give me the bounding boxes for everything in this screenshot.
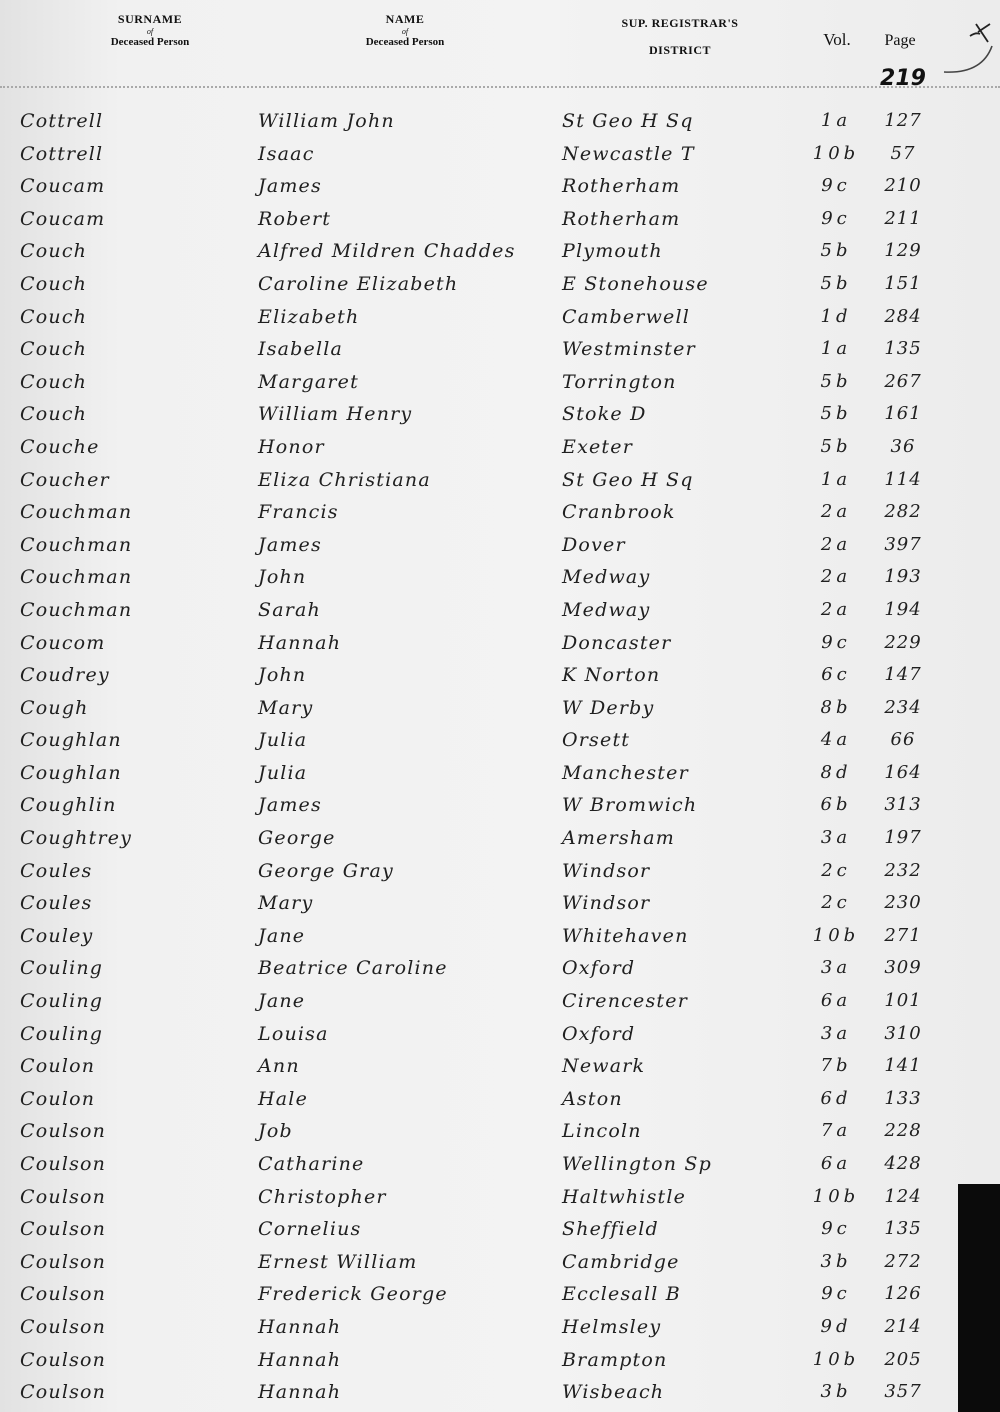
page-cell: 309: [884, 957, 922, 979]
vol-cell: 9c: [821, 207, 851, 229]
district-cell: Rotherham: [562, 207, 681, 230]
vol-cell: 2c: [821, 859, 851, 881]
district-cell: Wellington Sp: [562, 1153, 712, 1175]
district-cell: Exeter: [562, 435, 633, 458]
district-cell: St Geo H Sq: [562, 110, 694, 132]
page-cell: 161: [884, 403, 922, 425]
surname-cell: Coulson: [20, 1315, 107, 1338]
surname-cell: Coughlin: [20, 794, 117, 817]
page-cell: 57: [890, 142, 916, 164]
page-number: 219: [880, 66, 926, 91]
district-cell: W Derby: [562, 696, 655, 719]
page-cell: 151: [884, 272, 922, 294]
name-cell: Hale: [258, 1087, 309, 1110]
name-cell: John: [258, 664, 307, 687]
district-cell: Doncaster: [562, 631, 672, 654]
surname-cell: Coulson: [20, 1348, 107, 1371]
district-cell: Stoke D: [562, 403, 647, 426]
page-cell: 133: [884, 1087, 922, 1109]
header-divider: [0, 86, 1000, 88]
page-cell: 211: [884, 207, 922, 229]
table-row: [0, 497, 1000, 530]
name-cell: John: [258, 566, 307, 589]
name-cell: Ernest William: [258, 1250, 418, 1273]
name-cell: Hannah: [258, 1315, 342, 1338]
district-cell: Rotherham: [562, 175, 681, 198]
table-row: [0, 1377, 1000, 1410]
table-row: [0, 334, 1000, 367]
district-cell: Helmsley: [562, 1315, 662, 1338]
page-cell: 271: [884, 924, 922, 946]
surname-cell: Couch: [20, 272, 88, 295]
table-row: [0, 139, 1000, 172]
table-row: [0, 725, 1000, 758]
district-cell: Medway: [562, 566, 651, 589]
table-row: [0, 823, 1000, 856]
surname-cell: Coughlan: [20, 729, 122, 752]
table-row: [0, 432, 1000, 465]
page-cell: 205: [884, 1348, 922, 1370]
corner-pencil-mark: [930, 12, 1000, 78]
district-cell: Medway: [562, 598, 651, 621]
page-cell: 124: [884, 1185, 922, 1207]
district-cell: Brampton: [562, 1348, 668, 1371]
district-cell: E Stonehouse: [562, 272, 709, 295]
page-cell: 230: [884, 892, 922, 914]
name-cell: Robert: [258, 207, 332, 230]
district-cell: Manchester: [562, 761, 689, 784]
surname-cell: Coulon: [20, 1087, 96, 1110]
name-cell: Alfred Mildren Chaddes: [258, 240, 516, 263]
table-row: [0, 204, 1000, 237]
surname-cell: Coulson: [20, 1185, 107, 1208]
entries-list: [0, 106, 1000, 1410]
page-cell: 194: [884, 598, 922, 620]
name-cell: Margaret: [258, 370, 359, 393]
table-row: [0, 367, 1000, 400]
page-cell: 232: [884, 859, 922, 881]
table-row: [0, 530, 1000, 563]
name-cell: James: [258, 175, 322, 198]
name-cell: Beatrice Caroline: [258, 957, 448, 980]
district-cell: Cambridge: [562, 1250, 680, 1273]
district-cell: Newark: [562, 1055, 646, 1078]
name-cell: Sarah: [258, 598, 321, 621]
table-row: [0, 1116, 1000, 1149]
table-row: [0, 693, 1000, 726]
name-cell: Isaac: [258, 142, 315, 165]
page-cell: 135: [884, 1218, 922, 1240]
surname-header-of: of: [146, 27, 154, 36]
page-cell: 129: [884, 240, 922, 262]
name-cell: Jane: [258, 924, 306, 947]
vol-cell: 5b: [820, 240, 852, 262]
name-cell: Elizabeth: [258, 305, 360, 328]
surname-header-subtitle: Deceased Person: [110, 36, 190, 48]
vol-cell: 9c: [821, 1218, 851, 1240]
surname-cell: Couchman: [20, 598, 133, 621]
vol-cell: 2a: [820, 501, 852, 523]
name-header-of: of: [401, 27, 409, 36]
district-cell: K Norton: [562, 664, 661, 687]
surname-cell: Couch: [20, 370, 88, 393]
table-row: [0, 562, 1000, 595]
vol-cell: 5b: [820, 370, 852, 392]
page-cell: 282: [884, 501, 922, 523]
vol-cell: 3a: [820, 957, 852, 979]
surname-cell: Coucam: [20, 207, 106, 230]
name-header-title: NAME: [385, 12, 425, 26]
vol-cell: 8d: [820, 761, 852, 783]
vol-cell: 5b: [820, 272, 852, 294]
table-row: [0, 628, 1000, 661]
district-cell: Aston: [562, 1087, 623, 1110]
name-cell: George Gray: [258, 859, 394, 882]
name-cell: Catharine: [258, 1153, 365, 1175]
vol-cell: 2a: [820, 598, 852, 620]
surname-cell: Couch: [20, 338, 88, 361]
vol-cell: 2a: [820, 566, 852, 588]
district-cell: Amersham: [562, 827, 675, 850]
name-cell: Ann: [258, 1055, 300, 1078]
district-cell: Windsor: [562, 892, 651, 915]
table-row: [0, 1279, 1000, 1312]
vol-cell: 1a: [820, 338, 852, 360]
table-row: [0, 465, 1000, 498]
name-cell: William Henry: [258, 403, 413, 426]
page-cell: 164: [884, 761, 922, 783]
table-row: [0, 106, 1000, 139]
vol-cell: 6d: [820, 1087, 852, 1109]
surname-column-header: [60, 12, 240, 48]
table-row: [0, 1051, 1000, 1084]
surname-cell: Coulson: [20, 1218, 107, 1241]
district-header-title: SUP. REGISTRAR'S: [621, 16, 739, 30]
table-row: [0, 171, 1000, 204]
district-header-subtitle: DISTRICT: [648, 43, 712, 57]
vol-cell: 4a: [820, 729, 852, 751]
page-cell: 428: [884, 1153, 922, 1174]
district-cell: Newcastle T: [562, 142, 695, 165]
vol-cell: 9c: [821, 175, 851, 197]
vol-cell: 1d: [820, 305, 852, 327]
vol-cell: 10b: [812, 1348, 860, 1370]
table-row: [0, 399, 1000, 432]
page-cell: 214: [884, 1315, 922, 1337]
vol-cell: 3b: [820, 1250, 852, 1272]
surname-header-title: SURNAME: [117, 12, 183, 26]
district-cell: Camberwell: [562, 305, 691, 328]
table-row: [0, 758, 1000, 791]
vol-cell: 2a: [820, 533, 852, 555]
page-cell: 210: [884, 175, 922, 197]
vol-cell: 6b: [820, 794, 852, 816]
vol-cell: 5b: [820, 435, 852, 457]
vol-cell: 7b: [820, 1055, 852, 1077]
page-cell: 234: [884, 696, 922, 718]
name-cell: Mary: [258, 892, 314, 915]
table-row: [0, 856, 1000, 889]
surname-cell: Coulson: [20, 1120, 107, 1143]
page-column-header: Page: [884, 32, 916, 49]
vol-cell: 2c: [821, 892, 851, 914]
vol-cell: 6a: [820, 990, 852, 1012]
page-cell: 127: [884, 110, 922, 131]
district-cell: Orsett: [562, 729, 631, 752]
name-cell: Jane: [258, 990, 306, 1013]
page-cell: 267: [884, 370, 922, 392]
name-cell: Louisa: [258, 1022, 329, 1045]
surname-cell: Coulson: [20, 1283, 107, 1306]
surname-cell: Couche: [20, 435, 100, 458]
page-cell: 101: [884, 990, 922, 1012]
vol-cell: 7a: [820, 1120, 852, 1142]
surname-cell: Coughlan: [20, 761, 122, 784]
table-row: [0, 888, 1000, 921]
name-cell: James: [258, 533, 322, 556]
surname-cell: Couchman: [20, 566, 133, 589]
table-row: [0, 921, 1000, 954]
surname-cell: Coucom: [20, 631, 106, 654]
surname-cell: Coucam: [20, 175, 106, 198]
surname-cell: Coulson: [20, 1153, 107, 1175]
name-cell: Honor: [258, 435, 325, 458]
surname-cell: Coulson: [20, 1381, 107, 1404]
district-cell: Haltwhistle: [562, 1185, 687, 1208]
surname-cell: Couch: [20, 403, 88, 426]
vol-cell: 10b: [812, 924, 860, 946]
district-cell: Dover: [562, 533, 626, 556]
vol-cell: 8b: [820, 696, 852, 718]
name-cell: Francis: [258, 501, 339, 524]
table-row: [0, 269, 1000, 302]
name-header-subtitle: Deceased Person: [365, 36, 445, 48]
page-cell: 228: [884, 1120, 922, 1142]
district-cell: Lincoln: [562, 1120, 642, 1143]
surname-cell: Coudrey: [20, 664, 110, 687]
name-cell: Caroline Elizabeth: [258, 272, 459, 295]
surname-cell: Cottrell: [20, 142, 104, 165]
name-cell: Mary: [258, 696, 314, 719]
district-cell: W Bromwich: [562, 794, 698, 817]
vol-cell: 10b: [812, 142, 860, 164]
name-cell: James: [258, 794, 322, 817]
name-cell: George: [258, 827, 336, 850]
name-cell: Frederick George: [258, 1283, 448, 1306]
name-cell: Julia: [258, 729, 308, 752]
surname-cell: Couchman: [20, 533, 133, 556]
name-cell: Job: [258, 1120, 293, 1143]
page-cell: 197: [884, 827, 922, 849]
table-row: [0, 1312, 1000, 1345]
page-cell: 284: [884, 305, 922, 327]
surname-cell: Coules: [20, 892, 93, 915]
surname-cell: Coughtrey: [20, 827, 133, 850]
name-column-header: [320, 12, 490, 48]
vol-cell: 3a: [820, 1022, 852, 1044]
surname-cell: Couling: [20, 957, 104, 980]
district-cell: Windsor: [562, 859, 651, 882]
vol-cell: 6a: [820, 1153, 852, 1174]
page-cell: 357: [884, 1381, 922, 1403]
surname-cell: Coulson: [20, 1250, 107, 1273]
table-row: [0, 790, 1000, 823]
surname-cell: Couch: [20, 240, 88, 263]
table-row: [0, 302, 1000, 335]
surname-cell: Couley: [20, 924, 94, 947]
name-cell: Cornelius: [258, 1218, 362, 1241]
district-cell: Cranbrook: [562, 501, 676, 524]
vol-cell: 9d: [820, 1315, 852, 1337]
district-cell: St Geo H Sq: [562, 468, 694, 491]
surname-cell: Coules: [20, 859, 93, 882]
name-cell: Julia: [258, 761, 308, 784]
name-cell: Hannah: [258, 631, 342, 654]
surname-cell: Couling: [20, 1022, 104, 1045]
page-cell: 141: [884, 1055, 922, 1077]
surname-cell: Couchman: [20, 501, 133, 524]
page-cell: 126: [884, 1283, 922, 1305]
surname-cell: Cottrell: [20, 110, 104, 132]
page-cell: 36: [890, 435, 916, 457]
name-cell: Eliza Christiana: [258, 468, 431, 491]
table-row: [0, 595, 1000, 628]
vol-cell: 3b: [820, 1381, 852, 1403]
table-row: [0, 986, 1000, 1019]
page-cell: 313: [884, 794, 922, 816]
district-cell: Sheffield: [562, 1218, 659, 1241]
table-row: [0, 1019, 1000, 1052]
table-row: [0, 1084, 1000, 1117]
district-cell: Wisbeach: [562, 1381, 665, 1404]
page-edge-tab: [958, 1184, 1000, 1412]
vol-cell: 10b: [812, 1185, 860, 1207]
name-cell: Hannah: [258, 1348, 342, 1371]
vol-cell: 9c: [821, 1283, 851, 1305]
district-cell: Oxford: [562, 1022, 636, 1045]
district-cell: Oxford: [562, 957, 636, 980]
table-row: [0, 1149, 1000, 1182]
district-cell: Plymouth: [562, 240, 663, 263]
table-row: [0, 1214, 1000, 1247]
district-cell: Cirencester: [562, 990, 688, 1013]
surname-cell: Couch: [20, 305, 88, 328]
vol-cell: 6c: [821, 664, 851, 686]
vol-cell: 3a: [820, 827, 852, 849]
page-cell: 135: [884, 338, 922, 360]
surname-cell: Coulon: [20, 1055, 96, 1078]
surname-cell: Couling: [20, 990, 104, 1013]
page-cell: 272: [884, 1250, 922, 1272]
table-row: [0, 953, 1000, 986]
table-row: [0, 1345, 1000, 1378]
page-cell: 147: [884, 664, 922, 686]
table-row: [0, 660, 1000, 693]
name-cell: William John: [258, 110, 395, 132]
name-cell: Christopher: [258, 1185, 387, 1208]
vol-cell: 1a: [820, 468, 852, 490]
page-cell: 66: [890, 729, 916, 751]
table-row: [0, 236, 1000, 269]
vol-column-header: Vol.: [823, 30, 851, 49]
district-column-header: [600, 16, 760, 58]
page-cell: 193: [884, 566, 922, 588]
district-cell: Whitehaven: [562, 924, 689, 947]
district-cell: Ecclesall B: [562, 1283, 681, 1306]
district-cell: Westminster: [562, 338, 696, 361]
surname-cell: Cough: [20, 696, 89, 719]
name-cell: Hannah: [258, 1381, 342, 1404]
vol-cell: 1a: [820, 110, 852, 131]
vol-cell: 5b: [820, 403, 852, 425]
page-cell: 310: [884, 1022, 922, 1044]
vol-cell: 9c: [821, 631, 851, 653]
table-row: [0, 1247, 1000, 1280]
page-cell: 397: [884, 533, 922, 555]
name-cell: Isabella: [258, 338, 344, 361]
district-cell: Torrington: [562, 370, 677, 393]
table-row: [0, 1182, 1000, 1215]
page-cell: 114: [884, 468, 922, 490]
page-cell: 229: [884, 631, 922, 653]
surname-cell: Coucher: [20, 468, 110, 491]
